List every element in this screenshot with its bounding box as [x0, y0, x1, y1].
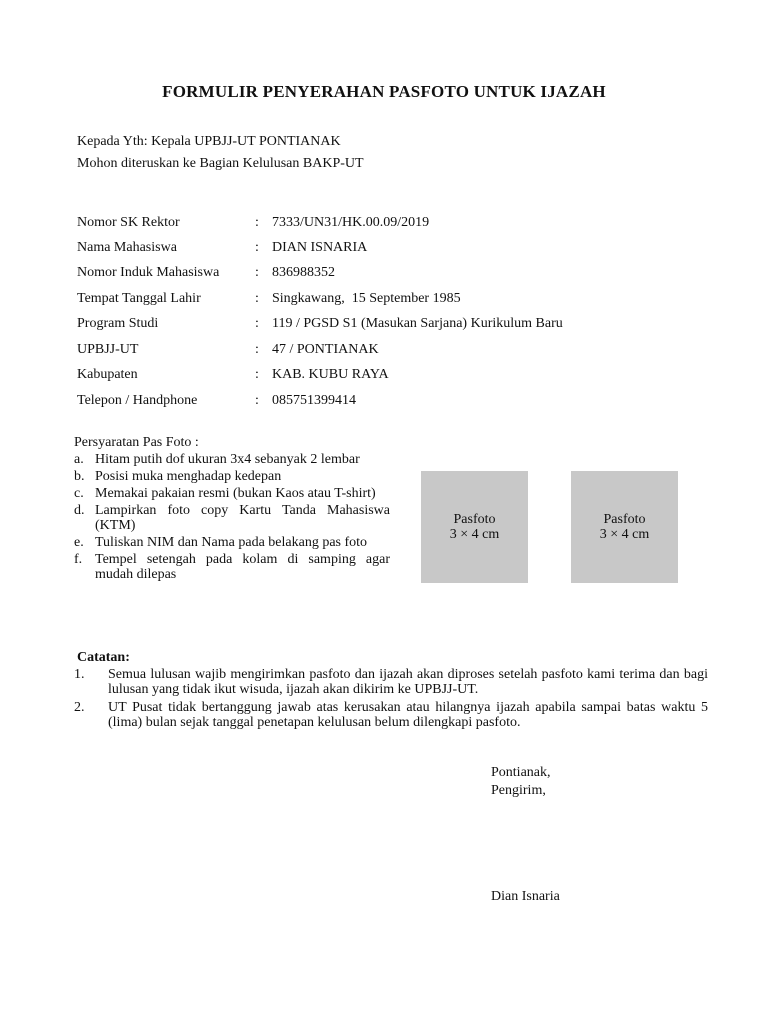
notes-heading: Catatan:	[77, 650, 130, 665]
list-item	[74, 469, 390, 484]
list-marker: e.	[74, 535, 84, 550]
list-marker: c.	[74, 486, 84, 501]
photo-label: Pasfoto	[603, 512, 646, 527]
list-marker: b.	[74, 469, 85, 484]
list-text: Memakai pakaian resmi (bukan Kaos atau T-shirt)	[95, 486, 376, 501]
list-text: Semua lulusan wajib mengirimkan pasfoto dan ijazah akan diproses setelah pasfoto kami terima dan bagi lulusan yang tidak ikut wisuda, ijazah akan dikirim ke UPBJJ-UT.	[108, 667, 708, 697]
list-marker: d.	[74, 503, 85, 518]
info-colon: :	[255, 240, 259, 255]
signature-name: Dian Isnaria	[491, 889, 560, 904]
info-colon: :	[255, 316, 259, 331]
list-item	[74, 503, 390, 533]
list-marker: f.	[74, 552, 83, 567]
info-value: KAB. KUBU RAYA	[272, 367, 389, 382]
info-value: 085751399414	[272, 393, 356, 408]
photo-size: 3 × 4 cm	[599, 527, 650, 542]
info-colon: :	[255, 291, 259, 306]
list-text: Posisi muka menghadap kedepan	[95, 469, 282, 484]
list-marker: 1.	[74, 667, 85, 682]
notes-list	[74, 667, 708, 733]
info-label: Nomor Induk Mahasiswa	[77, 265, 220, 280]
signature-role: Pengirim,	[491, 783, 546, 798]
photo-box	[421, 471, 528, 583]
list-text: Tempel setengah pada kolam di samping agar mudah dilepas	[95, 552, 390, 582]
info-value: 47 / PONTIANAK	[272, 342, 379, 357]
list-item	[74, 700, 708, 730]
list-item	[74, 535, 390, 550]
info-value: 7333/UN31/HK.00.09/2019	[272, 215, 430, 230]
photo-size: 3 × 4 cm	[449, 527, 500, 542]
list-item	[74, 452, 390, 467]
list-item	[74, 486, 390, 501]
recipient-line: Kepada Yth: Kepala UPBJJ-UT PONTIANAK	[77, 134, 341, 149]
list-text: Lampirkan foto copy Kartu Tanda Mahasiswa (KTM)	[95, 503, 390, 533]
list-marker: 2.	[74, 700, 85, 715]
info-label: Program Studi	[77, 316, 159, 331]
list-item	[74, 552, 390, 582]
info-label: Nomor SK Rektor	[77, 215, 180, 230]
list-marker: a.	[74, 452, 84, 467]
forward-line: Mohon diteruskan ke Bagian Kelulusan BAKP-UT	[77, 156, 364, 171]
info-value: DIAN ISNARIA	[272, 240, 368, 255]
requirements-heading: Persyaratan Pas Foto :	[74, 435, 199, 450]
list-text: Hitam putih dof ukuran 3x4 sebanyak 2 lembar	[95, 452, 360, 467]
info-label: Nama Mahasiswa	[77, 240, 177, 255]
info-label: Tempat Tanggal Lahir	[77, 291, 201, 306]
info-colon: :	[255, 393, 259, 408]
form-title: FORMULIR PENYERAHAN PASFOTO UNTUK IJAZAH	[162, 82, 606, 101]
list-text: UT Pusat tidak bertanggung jawab atas kerusakan atau hilangnya ijazah apabila sampai batas waktu 5 (lima) bulan sejak tanggal penetapan kelulusan belum dilengkapi pasfoto.	[108, 700, 708, 730]
info-colon: :	[255, 265, 259, 280]
list-text: Tuliskan NIM dan Nama pada belakang pas foto	[95, 535, 368, 550]
info-label: Kabupaten	[77, 367, 138, 382]
info-value: 836988352	[272, 265, 335, 280]
list-item	[74, 667, 708, 697]
info-colon: :	[255, 215, 259, 230]
signature-place: Pontianak,	[491, 765, 551, 780]
info-value: Singkawang, 15 September 1985	[272, 291, 461, 306]
photo-label: Pasfoto	[453, 512, 496, 527]
info-label: UPBJJ-UT	[77, 342, 139, 357]
info-value: 119 / PGSD S1 (Masukan Sarjana) Kurikulum Baru	[272, 316, 563, 331]
info-label: Telepon / Handphone	[77, 393, 198, 408]
requirements-list	[74, 452, 390, 584]
photo-box	[571, 471, 678, 583]
info-colon: :	[255, 367, 259, 382]
info-colon: :	[255, 342, 259, 357]
